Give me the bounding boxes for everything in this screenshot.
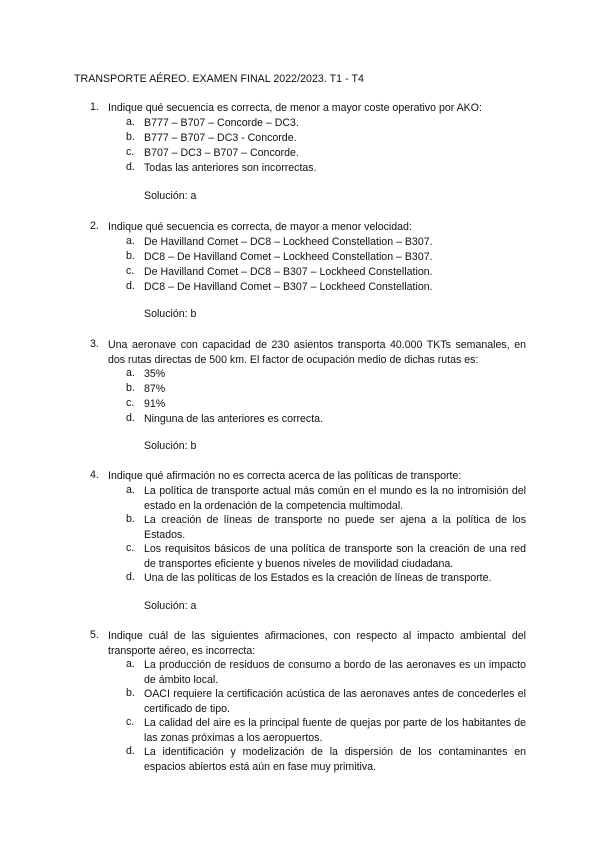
- option-text: DC8 – De Havilland Comet – Lockheed Constellation – B307.: [144, 251, 433, 263]
- option-letter: d.: [126, 161, 135, 173]
- option-text: La identificación y modelización de la dispersión de los contaminantes en espacios abiertos está aún en fase muy primitiva.: [144, 746, 526, 773]
- option-text: 35%: [144, 368, 166, 380]
- option-letter: c.: [126, 542, 135, 554]
- question-text: Indique cuál de las siguientes afirmaciones, con respecto al impacto ambiental del transporte aéreo, es incorrecta:: [108, 630, 526, 657]
- option-text: Los requisitos básicos de una política de transporte son la creación de una red de transportes eficiente y buenos niveles de movilidad ciudadana.: [144, 543, 526, 570]
- option-letter: a.: [126, 658, 135, 670]
- question-number: 2.: [90, 220, 99, 232]
- option-letter: a.: [126, 484, 135, 496]
- option-text: B707 – DC3 – B707 – Concorde.: [144, 147, 299, 159]
- question-number: 5.: [90, 629, 99, 641]
- option-letter: b.: [126, 687, 135, 699]
- option-letter: a.: [126, 367, 135, 379]
- option-letter: c.: [126, 265, 135, 277]
- question-text: Indique qué afirmación no es correcta acerca de las políticas de transporte:: [108, 470, 462, 482]
- solution-text: Solución: b: [144, 308, 197, 320]
- option-letter: c.: [126, 146, 135, 158]
- option-text: 91%: [144, 398, 166, 410]
- option-letter: a.: [126, 235, 135, 247]
- question-number: 1.: [90, 101, 99, 113]
- solution-text: Solución: a: [144, 190, 197, 202]
- question-text: Indique qué secuencia es correcta, de mayor a menor velocidad:: [108, 221, 412, 233]
- option-letter: b.: [126, 382, 135, 394]
- page-title: TRANSPORTE AÉREO. EXAMEN FINAL 2022/2023. T1 - T4: [74, 73, 364, 85]
- option-text: De Havilland Comet – DC8 – Lockheed Constellation – B307.: [144, 236, 433, 248]
- option-text: De Havilland Comet – DC8 – B307 – Lockheed Constellation.: [144, 266, 433, 278]
- option-letter: b.: [126, 250, 135, 262]
- option-text: 87%: [144, 383, 166, 395]
- option-text: Ninguna de las anteriores es correcta.: [144, 413, 324, 425]
- option-text: Todas las anteriores son incorrectas.: [144, 162, 317, 174]
- option-text: La calidad del aire es la principal fuente de quejas por parte de los habitantes de las zonas próximas a los aeropuertos.: [144, 717, 526, 744]
- option-letter: d.: [126, 280, 135, 292]
- option-text: La creación de líneas de transporte no puede ser ajena a la política de los Estados.: [144, 514, 526, 541]
- option-text: La producción de residuos de consumo a bordo de las aeronaves es un impacto de ámbito local.: [144, 659, 526, 686]
- option-letter: a.: [126, 116, 135, 128]
- solution-text: Solución: b: [144, 440, 197, 452]
- question-number: 4.: [90, 469, 99, 481]
- option-text: La política de transporte actual más común en el mundo es la no intromisión del estado en la ordenación de la competencia multimodal.: [144, 485, 526, 512]
- option-letter: b.: [126, 513, 135, 525]
- option-text: B777 – B707 – DC3 - Concorde.: [144, 132, 297, 144]
- option-text: B777 – B707 – Concorde – DC3.: [144, 117, 299, 129]
- option-letter: d.: [126, 571, 135, 583]
- option-text: OACI requiere la certificación acústica de las aeronaves antes de concederles el certificado de tipo.: [144, 688, 526, 715]
- option-text: DC8 – De Havilland Comet – B307 – Lockheed Constellation.: [144, 281, 433, 293]
- question-text: Una aeronave con capacidad de 230 asientos transporta 40.000 TKTs semanales, en dos rutas directas de 500 km. El factor de ocupación medio de dichas rutas es:: [108, 339, 526, 366]
- option-letter: d.: [126, 745, 135, 757]
- option-letter: c.: [126, 716, 135, 728]
- option-letter: c.: [126, 397, 135, 409]
- option-letter: b.: [126, 131, 135, 143]
- solution-text: Solución: a: [144, 600, 197, 612]
- option-text: Una de las políticas de los Estados es la creación de líneas de transporte.: [144, 572, 492, 584]
- question-text: Indique qué secuencia es correcta, de menor a mayor coste operativo por AKO:: [108, 102, 482, 114]
- question-number: 3.: [90, 338, 99, 350]
- option-letter: d.: [126, 412, 135, 424]
